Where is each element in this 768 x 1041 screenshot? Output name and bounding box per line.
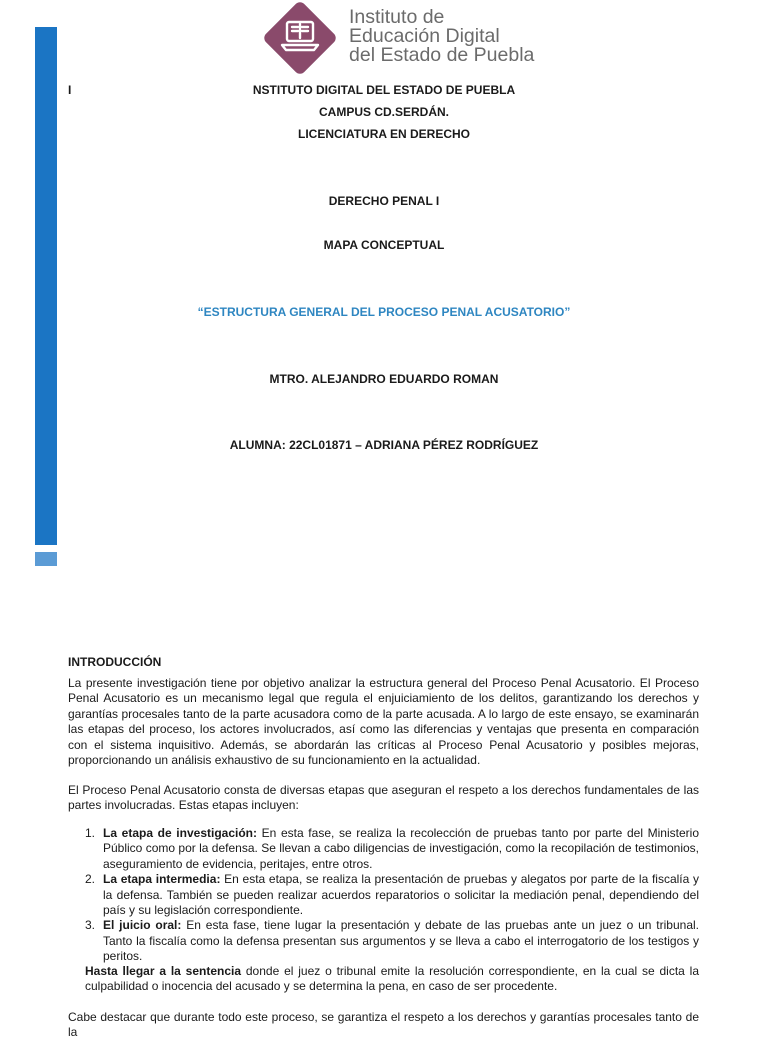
list-item-label: El juicio oral: xyxy=(103,918,182,933)
cover-prefix-letter: I xyxy=(68,83,72,97)
intro-paragraph-2: El Proceso Penal Acusatorio consta de diversas etapas que aseguran el respeto a los derechos fundamentales de las partes involucradas. Estas etapas incluyen: xyxy=(68,783,699,813)
section-heading: INTRODUCCIÓN xyxy=(68,655,162,669)
list-item xyxy=(68,918,699,964)
logo-line-2: Educación Digital xyxy=(349,25,500,47)
list-number: 1. xyxy=(85,826,96,840)
list-item-text: En esta fase, tiene lugar la presentación y debate de las pruebas ante un juez o un tribunal. Tanto la fiscalía como la defensa presentan sus argumentos y se lleva a cabo el interrogatorio de los testigos y peritos. xyxy=(103,918,699,964)
list-item-text: En esta etapa, se realiza la presentación de pruebas y alegatos por parte de la fiscalía y la defensa. También se pueden realizar acuerdos reparatorios o solicitar la mediación penal, dependiendo del país y su legislación correspondiente. xyxy=(103,872,700,918)
degree-name: LICENCIATURA EN DERECHO xyxy=(297,127,470,141)
logo-line-3: del Estado de Puebla xyxy=(349,44,535,66)
intro-paragraph-3 xyxy=(85,964,699,995)
laptop-icon xyxy=(282,22,318,50)
list-item xyxy=(68,826,699,872)
logo-emblem xyxy=(262,0,338,76)
logo-line-1: Instituto de xyxy=(349,6,445,28)
intro-paragraph-4: Cabe destacar que durante todo este proceso, se garantiza el respeto a los derechos y garantías procesales tanto de la xyxy=(68,1010,699,1040)
paragraph-bold-lead: Hasta llegar a la sentencia xyxy=(85,964,242,978)
logo-wordmark xyxy=(349,8,534,65)
institution-logo xyxy=(262,0,552,76)
student-info: ALUMNA: 22CL01871 – ADRIANA PÉREZ RODRÍGUEZ xyxy=(229,438,539,452)
subject-name: DERECHO PENAL I xyxy=(328,194,440,208)
list-item-text: En esta fase, se realiza la recolección de pruebas tanto por parte del Ministerio Público como por la defensa. Se llevan a cabo diligencias de investigación, como la recopilación de testimonios, aseguramiento de evidencia, peritajes, entre otros. xyxy=(103,826,699,871)
list-number: 3. xyxy=(85,918,96,933)
intro-paragraph-1: La presente investigación tiene por objetivo analizar la estructura general del Proceso Penal Acusatorio. El Proceso Penal Acusatorio es un mecanismo legal que regula el enjuiciamiento de los delitos, garantizando los derechos y garantías procesales tanto de la parte acusadora como de la parte acusada. A lo largo de este ensayo, se examinarán las etapas del proceso, los actores involucrados, así como las diferencias y ventajas que presenta en comparación con el sistema inquisitivo. Además, se abordarán las críticas al Proceso Penal Acusatorio y posibles mejoras, proporcionando un análisis exhaustivo de su funcionamiento en la actualidad. xyxy=(68,676,699,768)
sidebar-accent-block xyxy=(35,552,57,566)
teacher-name: MTRO. ALEJANDRO EDUARDO ROMAN xyxy=(269,372,499,386)
document-title: “ESTRUCTURA GENERAL DEL PROCESO PENAL ACUSATORIO” xyxy=(197,305,571,319)
stages-list xyxy=(68,826,699,965)
list-number: 2. xyxy=(85,872,96,887)
campus-name: CAMPUS CD.SERDÁN. xyxy=(318,105,449,119)
document-type: MAPA CONCEPTUAL xyxy=(323,238,445,252)
institution-name: NSTITUTO DIGITAL DEL ESTADO DE PUEBLA xyxy=(252,83,516,97)
list-item xyxy=(68,872,699,918)
paragraph-body: donde el juez o tribunal emite la resolución correspondiente, en la cual se dicta la culpabilidad o inocencia del acusado y se determina la pena, en caso de ser procedente. xyxy=(85,964,699,994)
list-item-label: La etapa de investigación: xyxy=(103,826,257,840)
list-item-label: La etapa intermedia: xyxy=(103,872,221,887)
